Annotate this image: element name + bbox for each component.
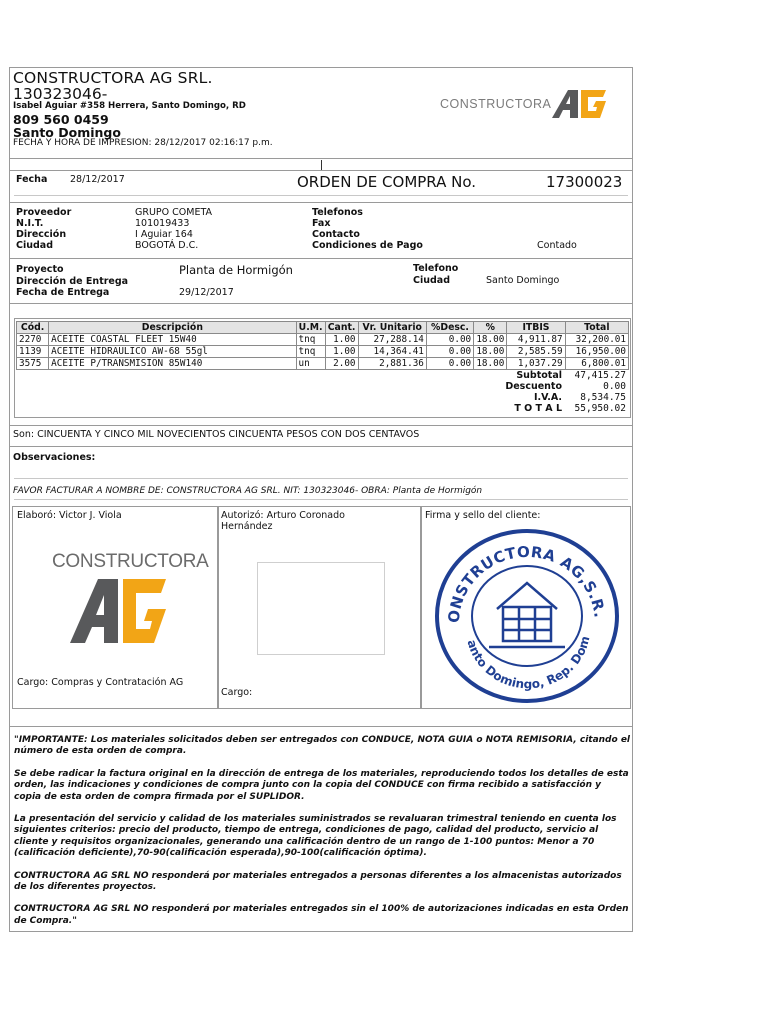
- nit-label: N.I.T.: [16, 218, 44, 229]
- table-row: [17, 358, 629, 370]
- table-row: [17, 346, 629, 358]
- telefonos-label: Telefonos: [312, 207, 363, 218]
- print-label: FECHA Y HORA DE IMPRESION:: [13, 138, 152, 148]
- cell-descripcion: ACEITE HIDRAULICO AW-68 55gl: [49, 346, 296, 358]
- cell-cod: 3575: [17, 358, 49, 370]
- col-descripcion: Descripción: [49, 322, 296, 334]
- col-vr-unitario: Vr. Unitario: [358, 322, 426, 334]
- company-logo-top: [440, 88, 630, 120]
- logo-word: CONSTRUCTORA: [440, 97, 552, 111]
- elaboro-cargo: Cargo: Compras y Contratación AG: [17, 677, 184, 688]
- col-um: U.M.: [296, 322, 325, 334]
- direccion-entrega-label: Dirección de Entrega: [16, 276, 129, 287]
- autorizo-cargo: Cargo:: [221, 687, 253, 698]
- important-notes: [14, 735, 630, 938]
- elaboro-text: Elaboró: Victor J. Viola: [17, 510, 122, 521]
- proveedor-value: GRUPO COMETA: [135, 207, 213, 218]
- cell-pct: 18.00: [474, 358, 507, 370]
- total-value: 55,950.02: [574, 403, 626, 414]
- proyecto-value: Planta de Hormigón: [179, 263, 293, 277]
- col-cod: Cód.: [17, 322, 49, 334]
- col-cant: Cant.: [325, 322, 358, 334]
- divider: [9, 446, 633, 447]
- ag-logo-mark-icon: [548, 88, 632, 120]
- proveedor-label: Proveedor: [16, 207, 72, 218]
- company-stamp: [433, 527, 621, 705]
- cell-desc: 0.00: [426, 358, 473, 370]
- divider: [9, 425, 633, 426]
- stamp-top-text: ONSTRUCTORA AG,S.R.: [444, 542, 609, 624]
- divider: [9, 170, 633, 171]
- subtotal-value: 47,415.27: [574, 370, 626, 381]
- cell-pct: 18.00: [474, 334, 507, 346]
- fecha-value: 28/12/2017: [70, 174, 125, 185]
- col-desc: %Desc.: [426, 322, 473, 334]
- cell-pct: 18.00: [474, 346, 507, 358]
- company-address: Isabel Aguiar #358 Herrera, Santo Domingo, RD: [13, 101, 246, 111]
- cell-cant: 1.00: [325, 334, 358, 346]
- ag-large-mark-icon: [68, 577, 178, 645]
- company-phone: 809 560 0459: [13, 112, 109, 127]
- descuento-value: 0.00: [603, 381, 626, 392]
- note-paragraph: "IMPORTANTE: Los materiales solicitados deben ser entregados con CONDUCE, NOTA GUIA o NOTA REMISORIA, citando el número de esta orden de compra.: [14, 735, 631, 757]
- divider: [9, 258, 633, 259]
- company-name: CONSTRUCTORA AG SRL.: [13, 69, 213, 87]
- table-row: [17, 334, 629, 346]
- direccion-value: I Aguiar 164: [135, 229, 193, 240]
- cell-itbis: 1,037.29: [507, 358, 565, 370]
- descuento-label: Descuento: [505, 381, 562, 392]
- contacto-label: Contacto: [312, 229, 360, 240]
- divider: [9, 202, 633, 203]
- order-title: ORDEN DE COMPRA No.: [297, 173, 477, 191]
- billing-note: FAVOR FACTURAR A NOMBRE DE: CONSTRUCTORA AG SRL. NIT: 130323046- OBRA: Planta de Hormigón: [13, 486, 483, 496]
- cell-vr-unitario: 27,288.14: [358, 334, 426, 346]
- total-label: T O T A L: [514, 403, 562, 414]
- cell-cod: 1139: [17, 346, 49, 358]
- firma-label: Firma y sello del cliente:: [425, 510, 541, 521]
- cell-vr-unitario: 14,364.41: [358, 346, 426, 358]
- subtotal-label: Subtotal: [516, 370, 562, 381]
- company-logo-large: [52, 551, 209, 646]
- divider: [14, 478, 628, 479]
- iva-label: I.V.A.: [533, 392, 562, 403]
- tick-mark: [321, 160, 322, 170]
- cell-total: 16,950.00: [565, 346, 628, 358]
- divider: [9, 303, 633, 304]
- cell-desc: 0.00: [426, 334, 473, 346]
- fecha-label: Fecha: [16, 174, 48, 185]
- stamp-bottom-text: anto Domingo, Rep. Dom: [464, 634, 593, 692]
- cell-cod: 2270: [17, 334, 49, 346]
- condiciones-value: Contado: [537, 240, 577, 251]
- cell-um: un: [296, 358, 325, 370]
- signature-placeholder: [257, 562, 385, 655]
- items-table: [16, 321, 629, 370]
- cell-cant: 2.00: [325, 358, 358, 370]
- company-city: Santo Domingo: [13, 125, 121, 140]
- cell-descripcion: ACEITE COASTAL FLEET 15W40: [49, 334, 296, 346]
- print-datetime: [13, 138, 273, 148]
- autorizo-line2: Hernández: [221, 521, 273, 532]
- amount-in-words: Son: CINCUENTA Y CINCO MIL NOVECIENTOS CINCUENTA PESOS CON DOS CENTAVOS: [13, 429, 420, 440]
- telefono-label: Telefono: [413, 263, 459, 274]
- print-value: 28/12/2017 02:16:17 p.m.: [154, 138, 273, 148]
- stamp-seal-icon: [433, 527, 621, 705]
- logo-large-word: CONSTRUCTORA: [52, 551, 209, 572]
- nit-value: 101019433: [135, 218, 190, 229]
- cell-itbis: 4,911.87: [507, 334, 565, 346]
- cell-desc: 0.00: [426, 346, 473, 358]
- iva-value: 8,534.75: [580, 392, 626, 403]
- direccion-label: Dirección: [16, 229, 67, 240]
- fax-label: Fax: [312, 218, 331, 229]
- condiciones-label: Condiciones de Pago: [312, 240, 423, 251]
- note-paragraph: CONTRUCTORA AG SRL NO responderá por materiales entregados a personas diferentes a los almacenistas autorizados de los diferentes proyectos.: [14, 870, 622, 893]
- autorizo-line1: Autorizó: Arturo Coronado: [221, 510, 345, 521]
- divider: [9, 726, 633, 727]
- cell-um: tnq: [296, 346, 325, 358]
- divider: [9, 158, 633, 159]
- cell-descripcion: ACEITE P/TRANSMISION 85W140: [49, 358, 296, 370]
- company-nit: 130323046-: [13, 85, 108, 103]
- note-paragraph: Se debe radicar la factura original en la dirección de entrega de los materiales, reproduciendo todos los detalles de esta orden, las indicaciones y condiciones de compra junto con la copia del CONDUCE con firma recibido a satisfacción y copia de esta orden de compra firmada por el SUPLIDOR.: [14, 768, 629, 802]
- cell-total: 6,800.01: [565, 358, 628, 370]
- table-header-row: [17, 322, 629, 334]
- col-pct: %: [474, 322, 507, 334]
- note-paragraph: CONTRUCTORA AG SRL NO responderá por materiales entregados sin el 100% de autorizaciones indicadas en esta Orden de Compra.": [14, 904, 629, 926]
- note-paragraph: La presentación del servicio y calidad de los materiales suministrados se revaluaran trimestral teniendo en cuenta los siguientes criterios: precio del producto, tiempo de entrega, condiciones de pago, calidad del producto, servicio al cliente y requisitos organizacionales, generando una calificación dentro de un rango de 1-100 puntos: Menor a 70 (calificación deficiente),70-90(calificación esperada),90-100(calificación óptima).: [14, 814, 617, 859]
- project-ciudad-value: Santo Domingo: [486, 275, 560, 286]
- divider: [14, 499, 628, 500]
- col-itbis: ITBIS: [507, 322, 565, 334]
- cell-vr-unitario: 2,881.36: [358, 358, 426, 370]
- divider: [14, 195, 628, 196]
- cell-um: tnq: [296, 334, 325, 346]
- project-ciudad-label: Ciudad: [413, 275, 451, 286]
- fecha-entrega-value: 29/12/2017: [179, 287, 234, 298]
- cell-total: 32,200.01: [565, 334, 628, 346]
- cell-cant: 1.00: [325, 346, 358, 358]
- col-total: Total: [565, 322, 628, 334]
- order-number: 17300023: [546, 173, 623, 191]
- ciudad-label: Ciudad: [16, 240, 54, 251]
- observaciones-label: Observaciones:: [13, 452, 96, 463]
- cell-itbis: 2,585.59: [507, 346, 565, 358]
- fecha-entrega-label: Fecha de Entrega: [16, 287, 110, 298]
- proyecto-label: Proyecto: [16, 264, 64, 275]
- ciudad-value: BOGOTÁ D.C.: [135, 240, 199, 251]
